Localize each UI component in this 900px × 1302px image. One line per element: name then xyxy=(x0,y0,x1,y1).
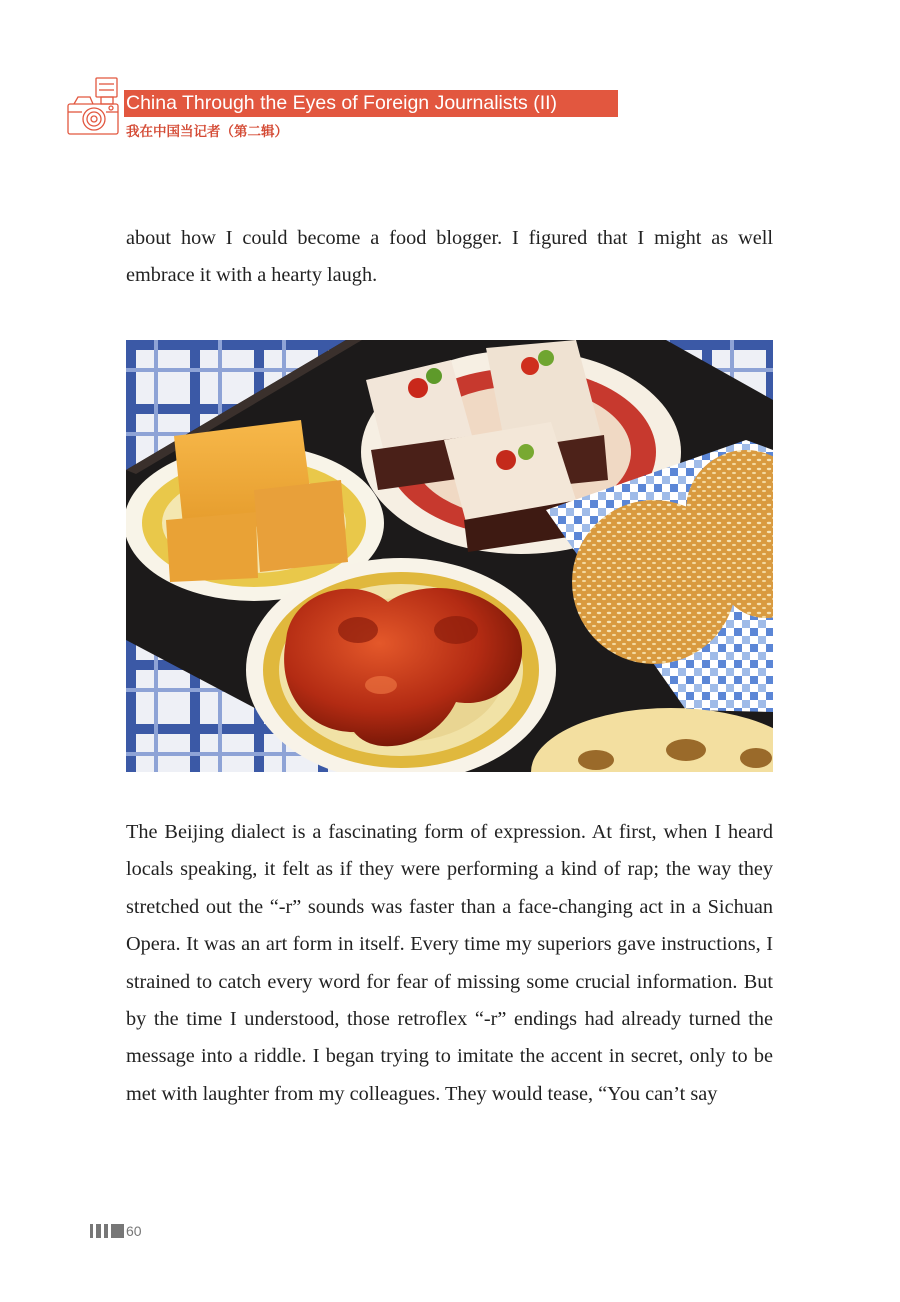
header-title: China Through the Eyes of Foreign Journalists (II) xyxy=(124,90,618,117)
header-subtitle: 我在中国当记者（第二辑） xyxy=(126,124,288,140)
running-header xyxy=(66,76,626,146)
page-marker-icon xyxy=(90,1224,124,1238)
page-number: 60 xyxy=(126,1223,142,1239)
camera-icon xyxy=(66,76,124,138)
body-paragraph-continued: about how I could become a food blogger. I figured that I might as well embrace it with a hearty laugh. xyxy=(126,227,773,287)
food-photo xyxy=(126,340,773,772)
body-paragraph: The Beijing dialect is a fascinating form of expression. At first, when I heard locals speaking, it felt as if they were performing a kind of rap; the way they stretched out the “-r” sounds was faster than a face-changing act in a Sichuan Opera. It was an art form in itself. Every time my superiors gave instructions, I strained to catch every word for fear of missing some crucial information. But by the time I understood, those retroflex “-r” endings had already turned the message into a riddle. I began trying to imitate the accent in secret, only to be met with laughter from my colleagues. They would tease, “You can’t say xyxy=(126,821,773,1105)
